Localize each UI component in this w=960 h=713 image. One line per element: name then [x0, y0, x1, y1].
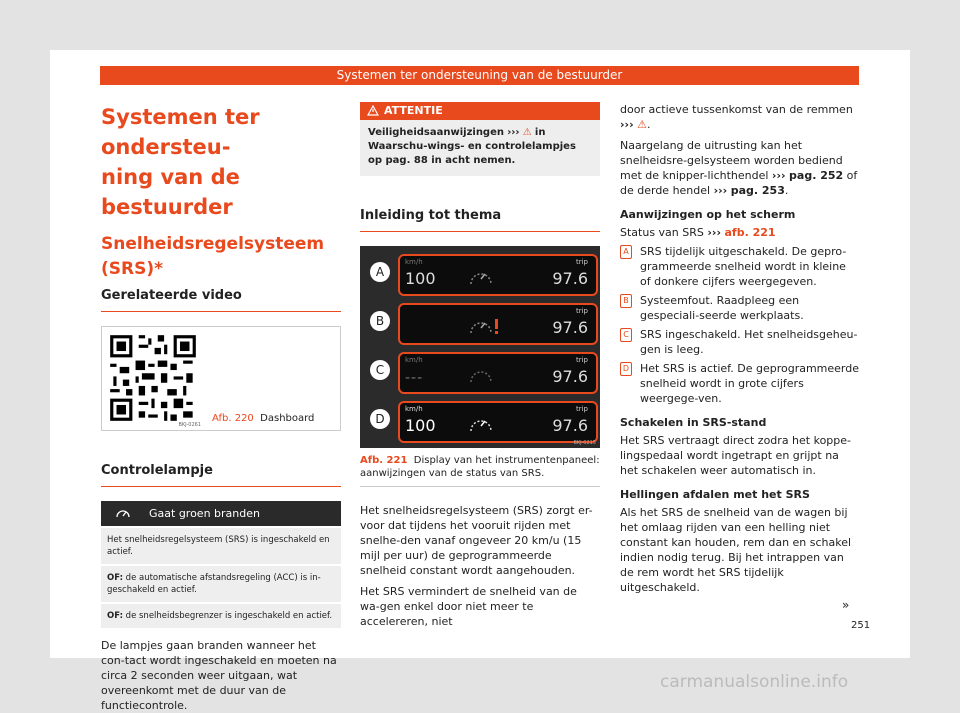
- warning-triangle-icon: [367, 105, 379, 116]
- video-caption: Afb. 220 Dashboard: [212, 413, 315, 424]
- watermark: carmanualsonline.info: [660, 672, 849, 692]
- dash-letter: A: [370, 262, 390, 282]
- table-row: Het snelheidsregelsysteem (SRS) is ingeschakeld en actief.: [101, 528, 341, 564]
- dash-row: [360, 299, 600, 345]
- gauge-icon: [468, 362, 494, 386]
- dash-display: km/h 100 trip 97.6: [398, 254, 598, 296]
- list-item: D Het SRS is actief. De geprogrammeerde snelheid wordt in grote cijfers weergege-ven.: [620, 361, 860, 406]
- dash-letter: D: [370, 409, 390, 429]
- brake-paragraph: door actieve tussenkomst van de remmen ››› ⚠.: [620, 103, 853, 131]
- continue-mark: »: [842, 598, 850, 612]
- intro-heading: Inleiding tot thema: [360, 208, 600, 232]
- intro-paragraph-2: Het SRS vermindert de snelheid van de wa-gen enkel door niet meer te accelereren, niet: [360, 585, 577, 628]
- figure-ref-link[interactable]: afb. 221: [724, 226, 776, 239]
- list-item: A SRS tijdelijk uitgeschakeld. De gepro-grammeerde snelheid wordt in kleine of donkere cijfers weergegeven.: [620, 244, 860, 289]
- gauge-icon: [468, 411, 494, 435]
- screen-heading: Aanwijzingen op het scherm: [620, 208, 796, 221]
- status-line: Status van SRS ››› afb. 221: [620, 226, 776, 239]
- slope-paragraph: Als het SRS de snelheid van de wagen bij het omlaag rijden van een helling niet constant kan houden, rem dan en schakel indien nodig terug. Bij het intrappen van de rem wordt het SRS tijdelijk uitgeschakeld.: [620, 506, 852, 594]
- video-box[interactable]: [101, 326, 341, 431]
- qr-code-label: BKJ-0261: [178, 422, 201, 428]
- video-heading: Gerelateerde video: [101, 288, 341, 312]
- dash-letter: C: [370, 360, 390, 380]
- operation-paragraph: Naargelang de uitrusting kan het snelheidsre-gelsysteem worden bediend met de knipper-lichthendel ››› pag. 252 of de derde hendel ››› pag. 253.: [620, 139, 858, 197]
- slope-heading: Hellingen afdalen met het SRS: [620, 488, 810, 501]
- column-left: [101, 102, 341, 713]
- lamp-paragraph: De lampjes gaan branden wanneer het con-tact wordt ingeschakeld en moeten na circa 2 seconden weer uitgaan, wat overeenkomt met de duur van de functiecontrole.: [101, 639, 337, 712]
- figure-caption: Afb. 221 Display van het instrumentenpaneel: aanwijzingen van de status van SRS.: [360, 454, 600, 487]
- column-middle: [360, 102, 600, 629]
- chapter-title: Systemen ter ondersteu- ning van de bestuurder: [101, 105, 260, 219]
- column-right: [620, 102, 860, 595]
- gauge-icon: [468, 264, 494, 288]
- speedometer-icon: [115, 506, 131, 522]
- dash-row: [360, 250, 600, 296]
- warning-triangle-icon: ⚠: [522, 127, 532, 138]
- table-header: Gaat groen branden: [101, 501, 341, 526]
- dash-display: trip 97.6: [398, 303, 598, 345]
- dash-row: [360, 348, 600, 394]
- section-title: Snelheidsregelsysteem (SRS)*: [101, 234, 325, 279]
- qr-code-icon[interactable]: [107, 332, 199, 424]
- intro-paragraph-1: Het snelheidsregelsysteem (SRS) zorgt er-voor dat tijdens het vooruit rijden met snelhe-den vanaf ongeveer 20 km/u (15 mijl per uur) de geprogrammeerde snelheid constant wordt aangehouden.: [360, 504, 593, 577]
- warning-triangle-icon: ⚠: [637, 118, 647, 131]
- dash-letter: B: [370, 311, 390, 331]
- dash-row: [360, 397, 600, 443]
- switch-heading: Schakelen in SRS-stand: [620, 416, 767, 429]
- gauge-warning-icon: [468, 313, 502, 337]
- switch-paragraph: Het SRS vertraagt direct zodra het koppe-lingspedaal wordt ingetrapt en grijpt na het schakelen weer automatisch in.: [620, 434, 852, 477]
- warning-body: Veiligheidsaanwijzingen ››› ⚠ in Waarschu-wings- en controlelampjes op pag. 88 in acht nemen.: [360, 120, 600, 176]
- list-item: C SRS ingeschakeld. Het snelheidsgeheu-gen is leeg.: [620, 327, 860, 357]
- dash-display: km/h 100 trip 97.6: [398, 401, 598, 443]
- table-row: OF: de automatische afstandsregeling (ACC) is in-geschakeld en actief.: [101, 566, 341, 602]
- page-number: 251: [851, 620, 871, 631]
- control-heading: Controlelampje: [101, 463, 341, 487]
- warning-header: ATTENTIE: [360, 102, 600, 120]
- list-item: B Systeemfout. Raadpleeg een gespeciali-seerde werkplaats.: [620, 293, 860, 323]
- page-header: Systemen ter ondersteuning van de bestuurder: [100, 66, 859, 85]
- dash-display: km/h --- trip 97.6: [398, 352, 598, 394]
- table-row: OF: de snelheidsbegrenzer is ingeschakeld en actief.: [101, 604, 341, 628]
- figure-code: BKJ-0215: [573, 440, 596, 446]
- dashboard-figure: [360, 246, 600, 448]
- page-ref-link[interactable]: pag. 253: [730, 184, 785, 197]
- page-ref-link[interactable]: pag. 252: [789, 169, 844, 182]
